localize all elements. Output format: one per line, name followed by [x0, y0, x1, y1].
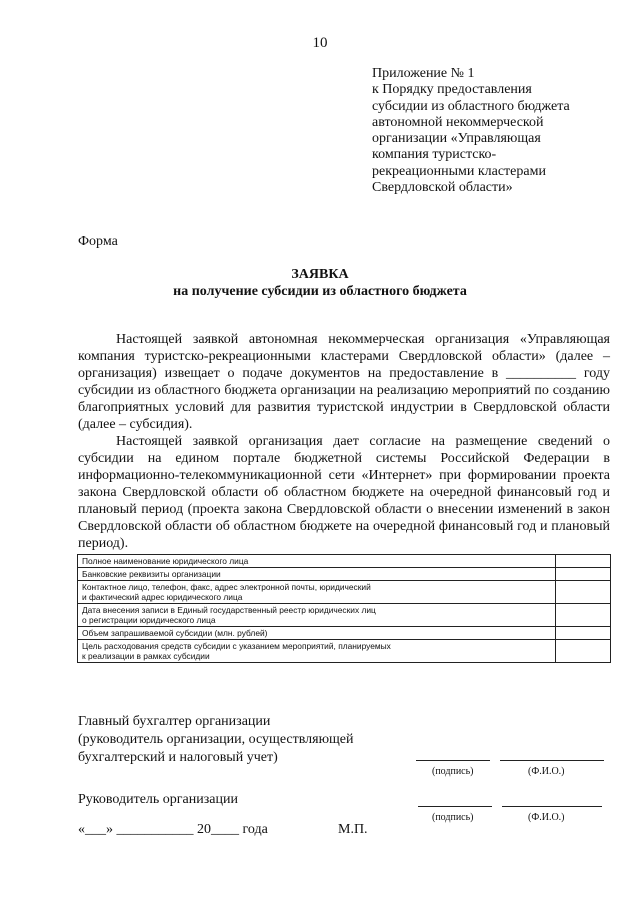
page-number: 10 — [312, 35, 328, 51]
row-label-text: и фактический адрес юридического лица — [82, 592, 243, 602]
row-value-cell[interactable] — [556, 555, 611, 568]
title-main: ЗАЯВКА — [291, 267, 349, 282]
row-label-text: Объем запрашиваемой субсидии (млн. рублей) — [82, 628, 268, 638]
row-label-text: Контактное лицо, телефон, факс, адрес электронной почты, юридический — [82, 582, 371, 592]
row-value-cell[interactable] — [556, 581, 611, 604]
application-text — [78, 331, 610, 552]
accountant-line: бухгалтерский и налоговый учет) — [78, 750, 278, 765]
name-caption: (Ф.И.О.) — [528, 812, 565, 823]
date-line: «___» ___________ 20____ года — [78, 822, 268, 837]
row-label-text: к реализации в рамках субсидии — [82, 651, 210, 661]
row-label — [78, 640, 556, 663]
row-label-text: Полное наименование юридического лица — [82, 556, 249, 566]
table-row — [78, 555, 611, 568]
row-label — [78, 627, 556, 640]
title-sub: на получение субсидии из областного бюджета — [173, 284, 467, 299]
paragraph-consent: Настоящей заявкой организация дает согласие на размещение сведений о субсидии на едином портале бюджетной системы Российской Федерации в информационно-телекоммуникационной сети «Интернет» при формировании проекта закона Свердловской области об областном бюджете на очередной финансовый год и плановый период (проекта закона Свердловской области о внесении изменений в закон Свердловской области об областном бюджете на очередной финансовый год и плановый период). — [78, 434, 610, 551]
appendix-line: Свердловской области» — [372, 180, 513, 196]
row-label-text: Банковские реквизиты организации — [82, 569, 221, 579]
appendix-line: к Порядку предоставления — [372, 82, 532, 98]
head-signature-line[interactable] — [418, 806, 492, 807]
row-label — [78, 581, 556, 604]
appendix-line: компания туристско- — [372, 147, 497, 163]
row-label — [78, 568, 556, 581]
accountant-label — [78, 713, 354, 767]
accountant-line: Главный бухгалтер организации — [78, 714, 271, 729]
table-row — [78, 568, 611, 581]
accountant-line: (руководитель организации, осуществляющей — [78, 732, 354, 747]
row-value-cell[interactable] — [556, 640, 611, 663]
row-value-cell[interactable] — [556, 604, 611, 627]
row-label-text: Цель расходования средств субсидии с указанием мероприятий, планируемых — [82, 641, 391, 651]
appendix-line: организации «Управляющая — [372, 131, 541, 147]
row-value-cell[interactable] — [556, 627, 611, 640]
table-row — [78, 604, 611, 627]
appendix-block — [372, 66, 622, 196]
signature-caption: (подпись) — [432, 766, 474, 777]
head-name-line[interactable] — [502, 806, 602, 807]
appendix-line: автономной некоммерческой — [372, 114, 544, 130]
organization-info-table — [77, 554, 611, 663]
row-label — [78, 604, 556, 627]
table-row — [78, 640, 611, 663]
row-value-cell[interactable] — [556, 568, 611, 581]
paragraph-notice: Настоящей заявкой автономная некоммерческая организация «Управляющая компания туристско-рекреационными кластерами Свердловской области» (далее – организация) извещает о подаче документов на предоставление в __________ году субсидии из областного бюджета организации на реализацию мероприятий по созданию благоприятных условий для развития туристской индустрии в Свердловской области (далее – субсидия). — [78, 332, 610, 432]
row-label — [78, 555, 556, 568]
appendix-line: рекреационными кластерами — [372, 163, 546, 179]
appendix-line: Приложение № 1 — [372, 66, 475, 81]
stamp-place: М.П. — [338, 822, 368, 837]
row-label-text: Дата внесения записи в Единый государственный реестр юридических лиц — [82, 605, 376, 615]
head-label: Руководитель организации — [78, 792, 238, 807]
signature-caption: (подпись) — [432, 812, 474, 823]
table-row — [78, 581, 611, 604]
document-title — [0, 266, 640, 300]
row-label-text: о регистрации юридического лица — [82, 615, 216, 625]
accountant-signature-line[interactable] — [416, 760, 490, 761]
table-row — [78, 627, 611, 640]
name-caption: (Ф.И.О.) — [528, 766, 565, 777]
appendix-line: субсидии из областного бюджета — [372, 98, 570, 114]
form-label: Форма — [78, 234, 118, 249]
accountant-name-line[interactable] — [500, 760, 604, 761]
